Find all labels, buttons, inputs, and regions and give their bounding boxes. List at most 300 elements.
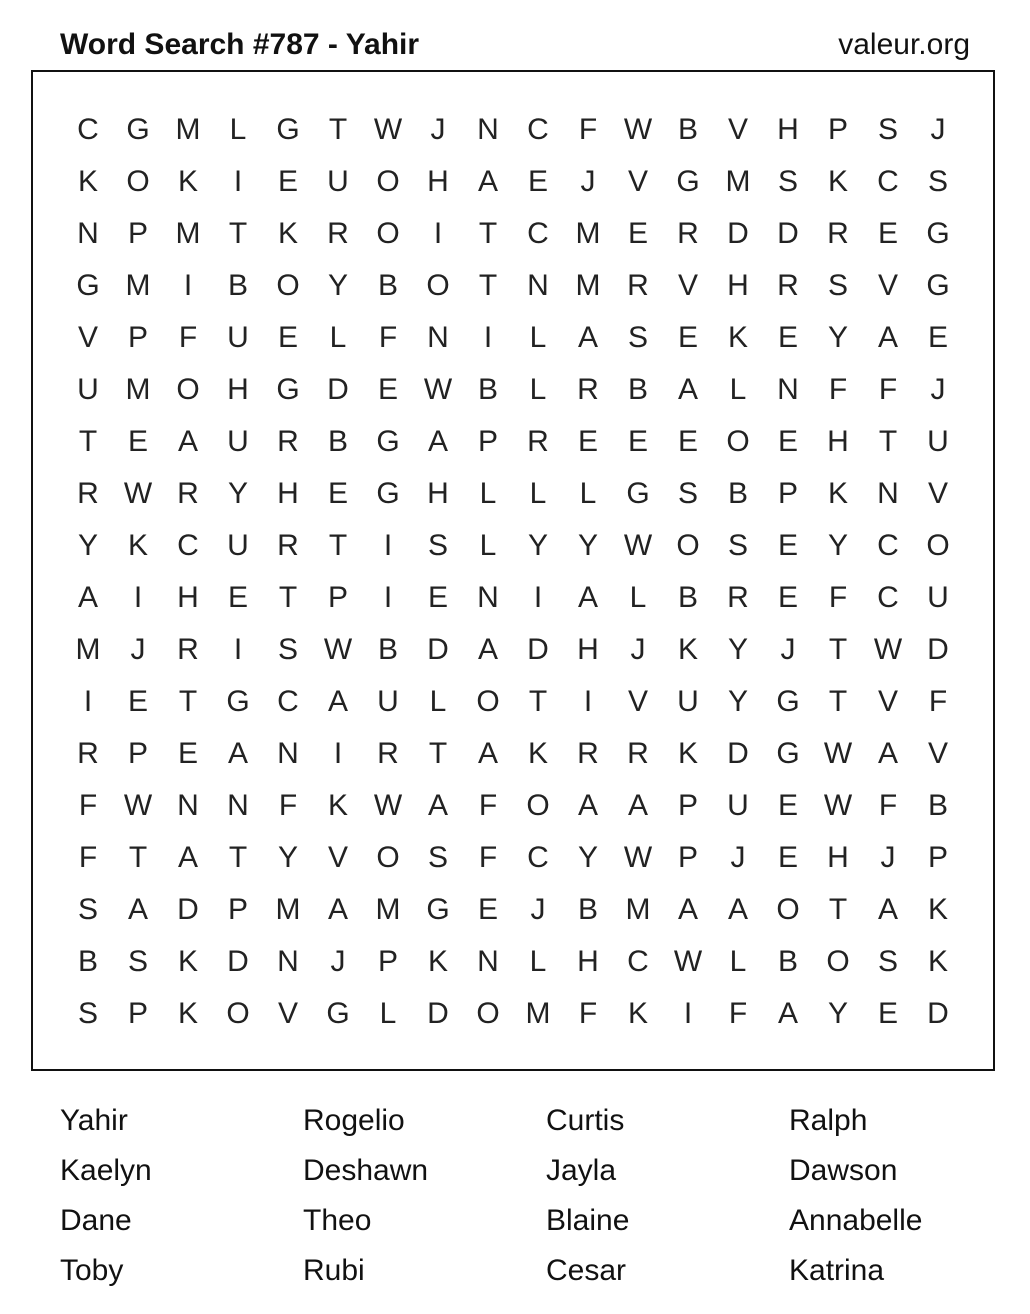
grid-cell[interactable]: A — [777, 997, 798, 1030]
grid-cell[interactable]: M — [375, 893, 401, 926]
grid-cell[interactable]: O — [476, 997, 500, 1030]
grid-cell[interactable]: O — [676, 529, 700, 562]
grid-cell[interactable]: Y — [827, 321, 848, 354]
grid-cell[interactable]: I — [233, 165, 243, 198]
grid-cell[interactable]: U — [327, 165, 349, 198]
grid-cell[interactable]: G — [276, 113, 300, 146]
grid-cell[interactable]: M — [175, 217, 201, 250]
grid-cell[interactable]: J — [780, 633, 796, 666]
grid-cell[interactable]: H — [577, 633, 599, 666]
grid-cell[interactable]: E — [877, 217, 898, 250]
grid-cell[interactable]: K — [177, 997, 198, 1030]
grid-cell[interactable]: S — [727, 529, 748, 562]
grid-cell[interactable]: J — [130, 633, 146, 666]
grid-cell[interactable]: E — [327, 477, 348, 510]
grid-cell[interactable]: G — [626, 477, 650, 510]
grid-cell[interactable]: A — [427, 425, 448, 458]
grid-cell[interactable]: R — [177, 477, 199, 510]
grid-cell[interactable]: W — [123, 789, 153, 822]
grid-cell[interactable]: B — [377, 269, 398, 302]
grid-cell[interactable]: D — [227, 945, 249, 978]
grid-cell[interactable]: R — [827, 217, 849, 250]
grid-cell[interactable]: A — [577, 789, 598, 822]
grid-cell[interactable]: F — [728, 997, 748, 1030]
grid-cell[interactable]: S — [427, 841, 448, 874]
grid-cell[interactable]: C — [877, 529, 899, 562]
grid-cell[interactable]: M — [125, 269, 151, 302]
grid-cell[interactable]: A — [477, 165, 498, 198]
grid-cell[interactable]: R — [577, 737, 599, 770]
grid-cell[interactable]: T — [78, 425, 98, 458]
grid-cell[interactable]: N — [177, 789, 199, 822]
grid-cell[interactable]: P — [127, 997, 148, 1030]
grid-cell[interactable]: D — [927, 633, 949, 666]
grid-cell[interactable]: T — [178, 685, 198, 718]
grid-cell[interactable]: W — [623, 529, 653, 562]
grid-cell[interactable]: G — [426, 893, 450, 926]
grid-cell[interactable]: G — [776, 737, 800, 770]
grid-cell[interactable]: P — [677, 841, 698, 874]
grid-cell[interactable]: U — [77, 373, 99, 406]
grid-cell[interactable]: S — [127, 945, 148, 978]
grid-cell[interactable]: K — [627, 997, 648, 1030]
grid-cell[interactable]: F — [828, 581, 848, 614]
grid-cell[interactable]: A — [327, 893, 348, 926]
grid-cell[interactable]: G — [376, 425, 400, 458]
grid-cell[interactable]: S — [277, 633, 298, 666]
grid-cell[interactable]: Y — [827, 997, 848, 1030]
grid-cell[interactable]: A — [227, 737, 248, 770]
grid-cell[interactable]: P — [127, 737, 148, 770]
grid-cell[interactable]: E — [677, 321, 698, 354]
grid-cell[interactable]: B — [327, 425, 348, 458]
grid-cell[interactable]: I — [483, 321, 493, 354]
grid-cell[interactable]: W — [373, 113, 403, 146]
grid-cell[interactable]: M — [525, 997, 551, 1030]
grid-cell[interactable]: P — [827, 113, 848, 146]
grid-cell[interactable]: W — [623, 113, 653, 146]
grid-cell[interactable]: N — [277, 737, 299, 770]
grid-cell[interactable]: C — [177, 529, 199, 562]
grid-cell[interactable]: W — [823, 737, 853, 770]
grid-cell[interactable]: B — [77, 945, 98, 978]
grid-cell[interactable]: L — [479, 529, 497, 562]
grid-cell[interactable]: R — [377, 737, 399, 770]
grid-cell[interactable]: C — [77, 113, 99, 146]
grid-cell[interactable]: A — [477, 633, 498, 666]
grid-cell[interactable]: E — [277, 321, 298, 354]
grid-cell[interactable]: R — [77, 477, 99, 510]
grid-cell[interactable]: N — [227, 789, 249, 822]
grid-cell[interactable]: S — [827, 269, 848, 302]
grid-cell[interactable]: E — [627, 217, 648, 250]
grid-cell[interactable]: V — [77, 321, 98, 354]
grid-cell[interactable]: N — [877, 477, 899, 510]
grid-cell[interactable]: F — [578, 997, 598, 1030]
grid-cell[interactable]: I — [233, 633, 243, 666]
grid-cell[interactable]: W — [323, 633, 353, 666]
grid-cell[interactable]: Y — [77, 529, 98, 562]
grid-cell[interactable]: Y — [727, 685, 748, 718]
grid-cell[interactable]: E — [777, 841, 798, 874]
grid-cell[interactable]: M — [575, 217, 601, 250]
grid-cell[interactable]: A — [677, 373, 698, 406]
grid-cell[interactable]: P — [927, 841, 948, 874]
grid-cell[interactable]: M — [275, 893, 301, 926]
grid-cell[interactable]: L — [529, 477, 547, 510]
grid-cell[interactable]: A — [677, 893, 698, 926]
grid-cell[interactable]: O — [526, 789, 550, 822]
grid-cell[interactable]: N — [477, 945, 499, 978]
grid-cell[interactable]: U — [727, 789, 749, 822]
grid-cell[interactable]: J — [630, 633, 646, 666]
grid-cell[interactable]: W — [623, 841, 653, 874]
grid-cell[interactable]: V — [327, 841, 348, 874]
grid-cell[interactable]: H — [227, 373, 249, 406]
grid-cell[interactable]: B — [377, 633, 398, 666]
grid-cell[interactable]: F — [578, 113, 598, 146]
grid-cell[interactable]: L — [529, 321, 547, 354]
grid-cell[interactable]: H — [577, 945, 599, 978]
grid-cell[interactable]: D — [427, 997, 449, 1030]
grid-cell[interactable]: L — [429, 685, 447, 718]
grid-cell[interactable]: W — [123, 477, 153, 510]
grid-cell[interactable]: J — [580, 165, 596, 198]
grid-cell[interactable]: D — [177, 893, 199, 926]
grid-cell[interactable]: N — [477, 581, 499, 614]
grid-cell[interactable]: J — [430, 113, 446, 146]
grid-cell[interactable]: A — [727, 893, 748, 926]
grid-cell[interactable]: J — [530, 893, 546, 926]
grid-cell[interactable]: O — [826, 945, 850, 978]
grid-cell[interactable]: S — [677, 477, 698, 510]
grid-cell[interactable]: E — [577, 425, 598, 458]
grid-cell[interactable]: A — [877, 737, 898, 770]
grid-cell[interactable]: V — [677, 269, 698, 302]
grid-cell[interactable]: S — [77, 997, 98, 1030]
grid-cell[interactable]: M — [625, 893, 651, 926]
grid-cell[interactable]: A — [577, 321, 598, 354]
grid-cell[interactable]: E — [927, 321, 948, 354]
grid-cell[interactable]: O — [726, 425, 750, 458]
grid-cell[interactable]: E — [477, 893, 498, 926]
grid-cell[interactable]: D — [727, 737, 749, 770]
grid-cell[interactable]: K — [827, 477, 848, 510]
grid-cell[interactable]: A — [177, 841, 198, 874]
grid-cell[interactable]: K — [677, 633, 698, 666]
grid-cell[interactable]: I — [183, 269, 193, 302]
grid-cell[interactable]: S — [77, 893, 98, 926]
grid-cell[interactable]: I — [433, 217, 443, 250]
grid-cell[interactable]: Y — [327, 269, 348, 302]
grid-cell[interactable]: V — [727, 113, 748, 146]
grid-cell[interactable]: V — [877, 685, 898, 718]
grid-cell[interactable]: N — [427, 321, 449, 354]
grid-cell[interactable]: C — [877, 581, 899, 614]
grid-cell[interactable]: T — [328, 529, 348, 562]
grid-cell[interactable]: M — [175, 113, 201, 146]
grid-cell[interactable]: E — [777, 425, 798, 458]
grid-cell[interactable]: K — [927, 945, 948, 978]
grid-cell[interactable]: H — [727, 269, 749, 302]
grid-cell[interactable]: B — [677, 581, 698, 614]
grid-cell[interactable]: J — [730, 841, 746, 874]
grid-cell[interactable]: J — [330, 945, 346, 978]
grid-cell[interactable]: E — [777, 581, 798, 614]
grid-cell[interactable]: O — [376, 165, 400, 198]
grid-cell[interactable]: P — [127, 321, 148, 354]
grid-cell[interactable]: D — [777, 217, 799, 250]
grid-cell[interactable]: B — [727, 477, 748, 510]
grid-cell[interactable]: Y — [827, 529, 848, 562]
grid-cell[interactable]: R — [327, 217, 349, 250]
grid-cell[interactable]: G — [226, 685, 250, 718]
grid-cell[interactable]: F — [928, 685, 948, 718]
grid-cell[interactable]: Y — [277, 841, 298, 874]
grid-cell[interactable]: K — [827, 165, 848, 198]
grid-cell[interactable]: R — [77, 737, 99, 770]
grid-cell[interactable]: E — [627, 425, 648, 458]
grid-cell[interactable]: C — [527, 217, 549, 250]
grid-cell[interactable]: P — [327, 581, 348, 614]
grid-cell[interactable]: R — [527, 425, 549, 458]
grid-cell[interactable]: S — [627, 321, 648, 354]
grid-cell[interactable]: G — [926, 269, 950, 302]
grid-cell[interactable]: F — [178, 321, 198, 354]
grid-cell[interactable]: B — [677, 113, 698, 146]
grid-cell[interactable]: V — [277, 997, 298, 1030]
grid-cell[interactable]: U — [927, 581, 949, 614]
grid-cell[interactable]: U — [927, 425, 949, 458]
grid-cell[interactable]: F — [78, 841, 98, 874]
grid-cell[interactable]: T — [828, 893, 848, 926]
grid-cell[interactable]: K — [277, 217, 298, 250]
grid-cell[interactable]: C — [877, 165, 899, 198]
grid-cell[interactable]: L — [379, 997, 397, 1030]
grid-cell[interactable]: T — [278, 581, 298, 614]
grid-cell[interactable]: R — [177, 633, 199, 666]
grid-cell[interactable]: J — [930, 113, 946, 146]
grid-cell[interactable]: A — [77, 581, 98, 614]
grid-cell[interactable]: O — [376, 841, 400, 874]
grid-cell[interactable]: V — [927, 477, 948, 510]
grid-cell[interactable]: M — [125, 373, 151, 406]
grid-cell[interactable]: A — [577, 581, 598, 614]
grid-cell[interactable]: F — [78, 789, 98, 822]
grid-cell[interactable]: D — [327, 373, 349, 406]
grid-cell[interactable]: H — [277, 477, 299, 510]
grid-cell[interactable]: N — [77, 217, 99, 250]
grid-cell[interactable]: I — [383, 529, 393, 562]
grid-cell[interactable]: I — [533, 581, 543, 614]
grid-cell[interactable]: F — [878, 373, 898, 406]
grid-cell[interactable]: A — [327, 685, 348, 718]
grid-cell[interactable]: W — [423, 373, 453, 406]
grid-cell[interactable]: Y — [577, 529, 598, 562]
grid-cell[interactable]: O — [776, 893, 800, 926]
grid-cell[interactable]: A — [877, 893, 898, 926]
grid-cell[interactable]: T — [828, 633, 848, 666]
grid-cell[interactable]: U — [227, 529, 249, 562]
grid-cell[interactable]: T — [428, 737, 448, 770]
grid-cell[interactable]: V — [627, 165, 648, 198]
grid-cell[interactable]: R — [577, 373, 599, 406]
grid-cell[interactable]: P — [127, 217, 148, 250]
grid-cell[interactable]: J — [880, 841, 896, 874]
grid-cell[interactable]: B — [927, 789, 948, 822]
grid-cell[interactable]: O — [926, 529, 950, 562]
grid-cell[interactable]: T — [528, 685, 548, 718]
grid-cell[interactable]: B — [577, 893, 598, 926]
grid-cell[interactable]: F — [878, 789, 898, 822]
grid-cell[interactable]: D — [927, 997, 949, 1030]
grid-cell[interactable]: F — [478, 841, 498, 874]
grid-cell[interactable]: H — [427, 477, 449, 510]
grid-cell[interactable]: R — [627, 737, 649, 770]
grid-cell[interactable]: K — [527, 737, 548, 770]
grid-cell[interactable]: E — [877, 997, 898, 1030]
grid-cell[interactable]: O — [126, 165, 150, 198]
grid-cell[interactable]: W — [823, 789, 853, 822]
grid-cell[interactable]: C — [527, 841, 549, 874]
grid-cell[interactable]: Y — [227, 477, 248, 510]
grid-cell[interactable]: K — [77, 165, 98, 198]
grid-cell[interactable]: L — [229, 113, 247, 146]
grid-cell[interactable]: I — [383, 581, 393, 614]
grid-cell[interactable]: N — [777, 373, 799, 406]
grid-cell[interactable]: G — [676, 165, 700, 198]
grid-cell[interactable]: L — [479, 477, 497, 510]
grid-cell[interactable]: V — [627, 685, 648, 718]
grid-cell[interactable]: W — [673, 945, 703, 978]
grid-cell[interactable]: T — [228, 841, 248, 874]
grid-cell[interactable]: R — [677, 217, 699, 250]
grid-cell[interactable]: D — [527, 633, 549, 666]
grid-cell[interactable]: F — [828, 373, 848, 406]
grid-cell[interactable]: T — [478, 217, 498, 250]
grid-cell[interactable]: M — [75, 633, 101, 666]
grid-cell[interactable]: I — [583, 685, 593, 718]
grid-cell[interactable]: O — [226, 997, 250, 1030]
grid-cell[interactable]: H — [827, 841, 849, 874]
grid-cell[interactable]: T — [228, 217, 248, 250]
grid-cell[interactable]: U — [377, 685, 399, 718]
grid-cell[interactable]: B — [777, 945, 798, 978]
grid-cell[interactable]: A — [427, 789, 448, 822]
grid-cell[interactable]: R — [727, 581, 749, 614]
grid-cell[interactable]: F — [378, 321, 398, 354]
grid-cell[interactable]: U — [227, 321, 249, 354]
grid-cell[interactable]: G — [276, 373, 300, 406]
grid-cell[interactable]: U — [227, 425, 249, 458]
grid-cell[interactable]: K — [427, 945, 448, 978]
grid-cell[interactable]: G — [376, 477, 400, 510]
grid-cell[interactable]: K — [327, 789, 348, 822]
grid-cell[interactable]: G — [776, 685, 800, 718]
grid-cell[interactable]: A — [477, 737, 498, 770]
grid-cell[interactable]: P — [227, 893, 248, 926]
grid-cell[interactable]: E — [227, 581, 248, 614]
grid-cell[interactable]: B — [227, 269, 248, 302]
grid-cell[interactable]: I — [683, 997, 693, 1030]
grid-cell[interactable]: L — [729, 373, 747, 406]
grid-cell[interactable]: E — [777, 321, 798, 354]
grid-cell[interactable]: T — [828, 685, 848, 718]
grid-cell[interactable]: E — [377, 373, 398, 406]
grid-cell[interactable]: E — [427, 581, 448, 614]
grid-cell[interactable]: G — [326, 997, 350, 1030]
grid-cell[interactable]: L — [329, 321, 347, 354]
grid-cell[interactable]: O — [276, 269, 300, 302]
grid-cell[interactable]: O — [426, 269, 450, 302]
grid-cell[interactable]: E — [777, 529, 798, 562]
grid-cell[interactable]: Y — [577, 841, 598, 874]
grid-cell[interactable]: O — [476, 685, 500, 718]
grid-cell[interactable]: G — [126, 113, 150, 146]
grid-cell[interactable]: E — [527, 165, 548, 198]
grid-cell[interactable]: S — [427, 529, 448, 562]
grid-cell[interactable]: U — [677, 685, 699, 718]
grid-cell[interactable]: N — [477, 113, 499, 146]
grid-cell[interactable]: T — [878, 425, 898, 458]
grid-cell[interactable]: R — [627, 269, 649, 302]
grid-cell[interactable]: K — [677, 737, 698, 770]
grid-cell[interactable]: A — [127, 893, 148, 926]
grid-cell[interactable]: L — [579, 477, 597, 510]
grid-cell[interactable]: V — [877, 269, 898, 302]
grid-cell[interactable]: J — [930, 373, 946, 406]
grid-cell[interactable]: P — [677, 789, 698, 822]
grid-cell[interactable]: P — [477, 425, 498, 458]
grid-cell[interactable]: K — [727, 321, 748, 354]
grid-cell[interactable]: P — [377, 945, 398, 978]
grid-cell[interactable]: S — [877, 945, 898, 978]
grid-cell[interactable]: E — [777, 789, 798, 822]
grid-cell[interactable]: N — [277, 945, 299, 978]
grid-cell[interactable]: D — [727, 217, 749, 250]
grid-cell[interactable]: E — [127, 425, 148, 458]
grid-cell[interactable]: H — [177, 581, 199, 614]
grid-cell[interactable]: O — [376, 217, 400, 250]
grid-cell[interactable]: P — [777, 477, 798, 510]
grid-cell[interactable]: R — [777, 269, 799, 302]
grid-cell[interactable]: A — [627, 789, 648, 822]
grid-cell[interactable]: H — [427, 165, 449, 198]
grid-cell[interactable]: A — [877, 321, 898, 354]
grid-cell[interactable]: M — [575, 269, 601, 302]
grid-cell[interactable]: R — [277, 529, 299, 562]
grid-cell[interactable]: S — [777, 165, 798, 198]
grid-cell[interactable]: E — [177, 737, 198, 770]
grid-cell[interactable]: C — [627, 945, 649, 978]
grid-cell[interactable]: I — [133, 581, 143, 614]
grid-cell[interactable]: I — [333, 737, 343, 770]
grid-cell[interactable]: W — [873, 633, 903, 666]
grid-cell[interactable]: G — [926, 217, 950, 250]
grid-cell[interactable]: K — [177, 165, 198, 198]
grid-cell[interactable]: L — [529, 945, 547, 978]
grid-cell[interactable]: H — [827, 425, 849, 458]
grid-cell[interactable]: Y — [727, 633, 748, 666]
grid-cell[interactable]: C — [527, 113, 549, 146]
grid-cell[interactable]: L — [529, 373, 547, 406]
grid-cell[interactable]: E — [127, 685, 148, 718]
grid-cell[interactable]: M — [725, 165, 751, 198]
grid-cell[interactable]: S — [927, 165, 948, 198]
grid-cell[interactable]: H — [777, 113, 799, 146]
grid-cell[interactable]: K — [127, 529, 148, 562]
grid-cell[interactable]: W — [373, 789, 403, 822]
